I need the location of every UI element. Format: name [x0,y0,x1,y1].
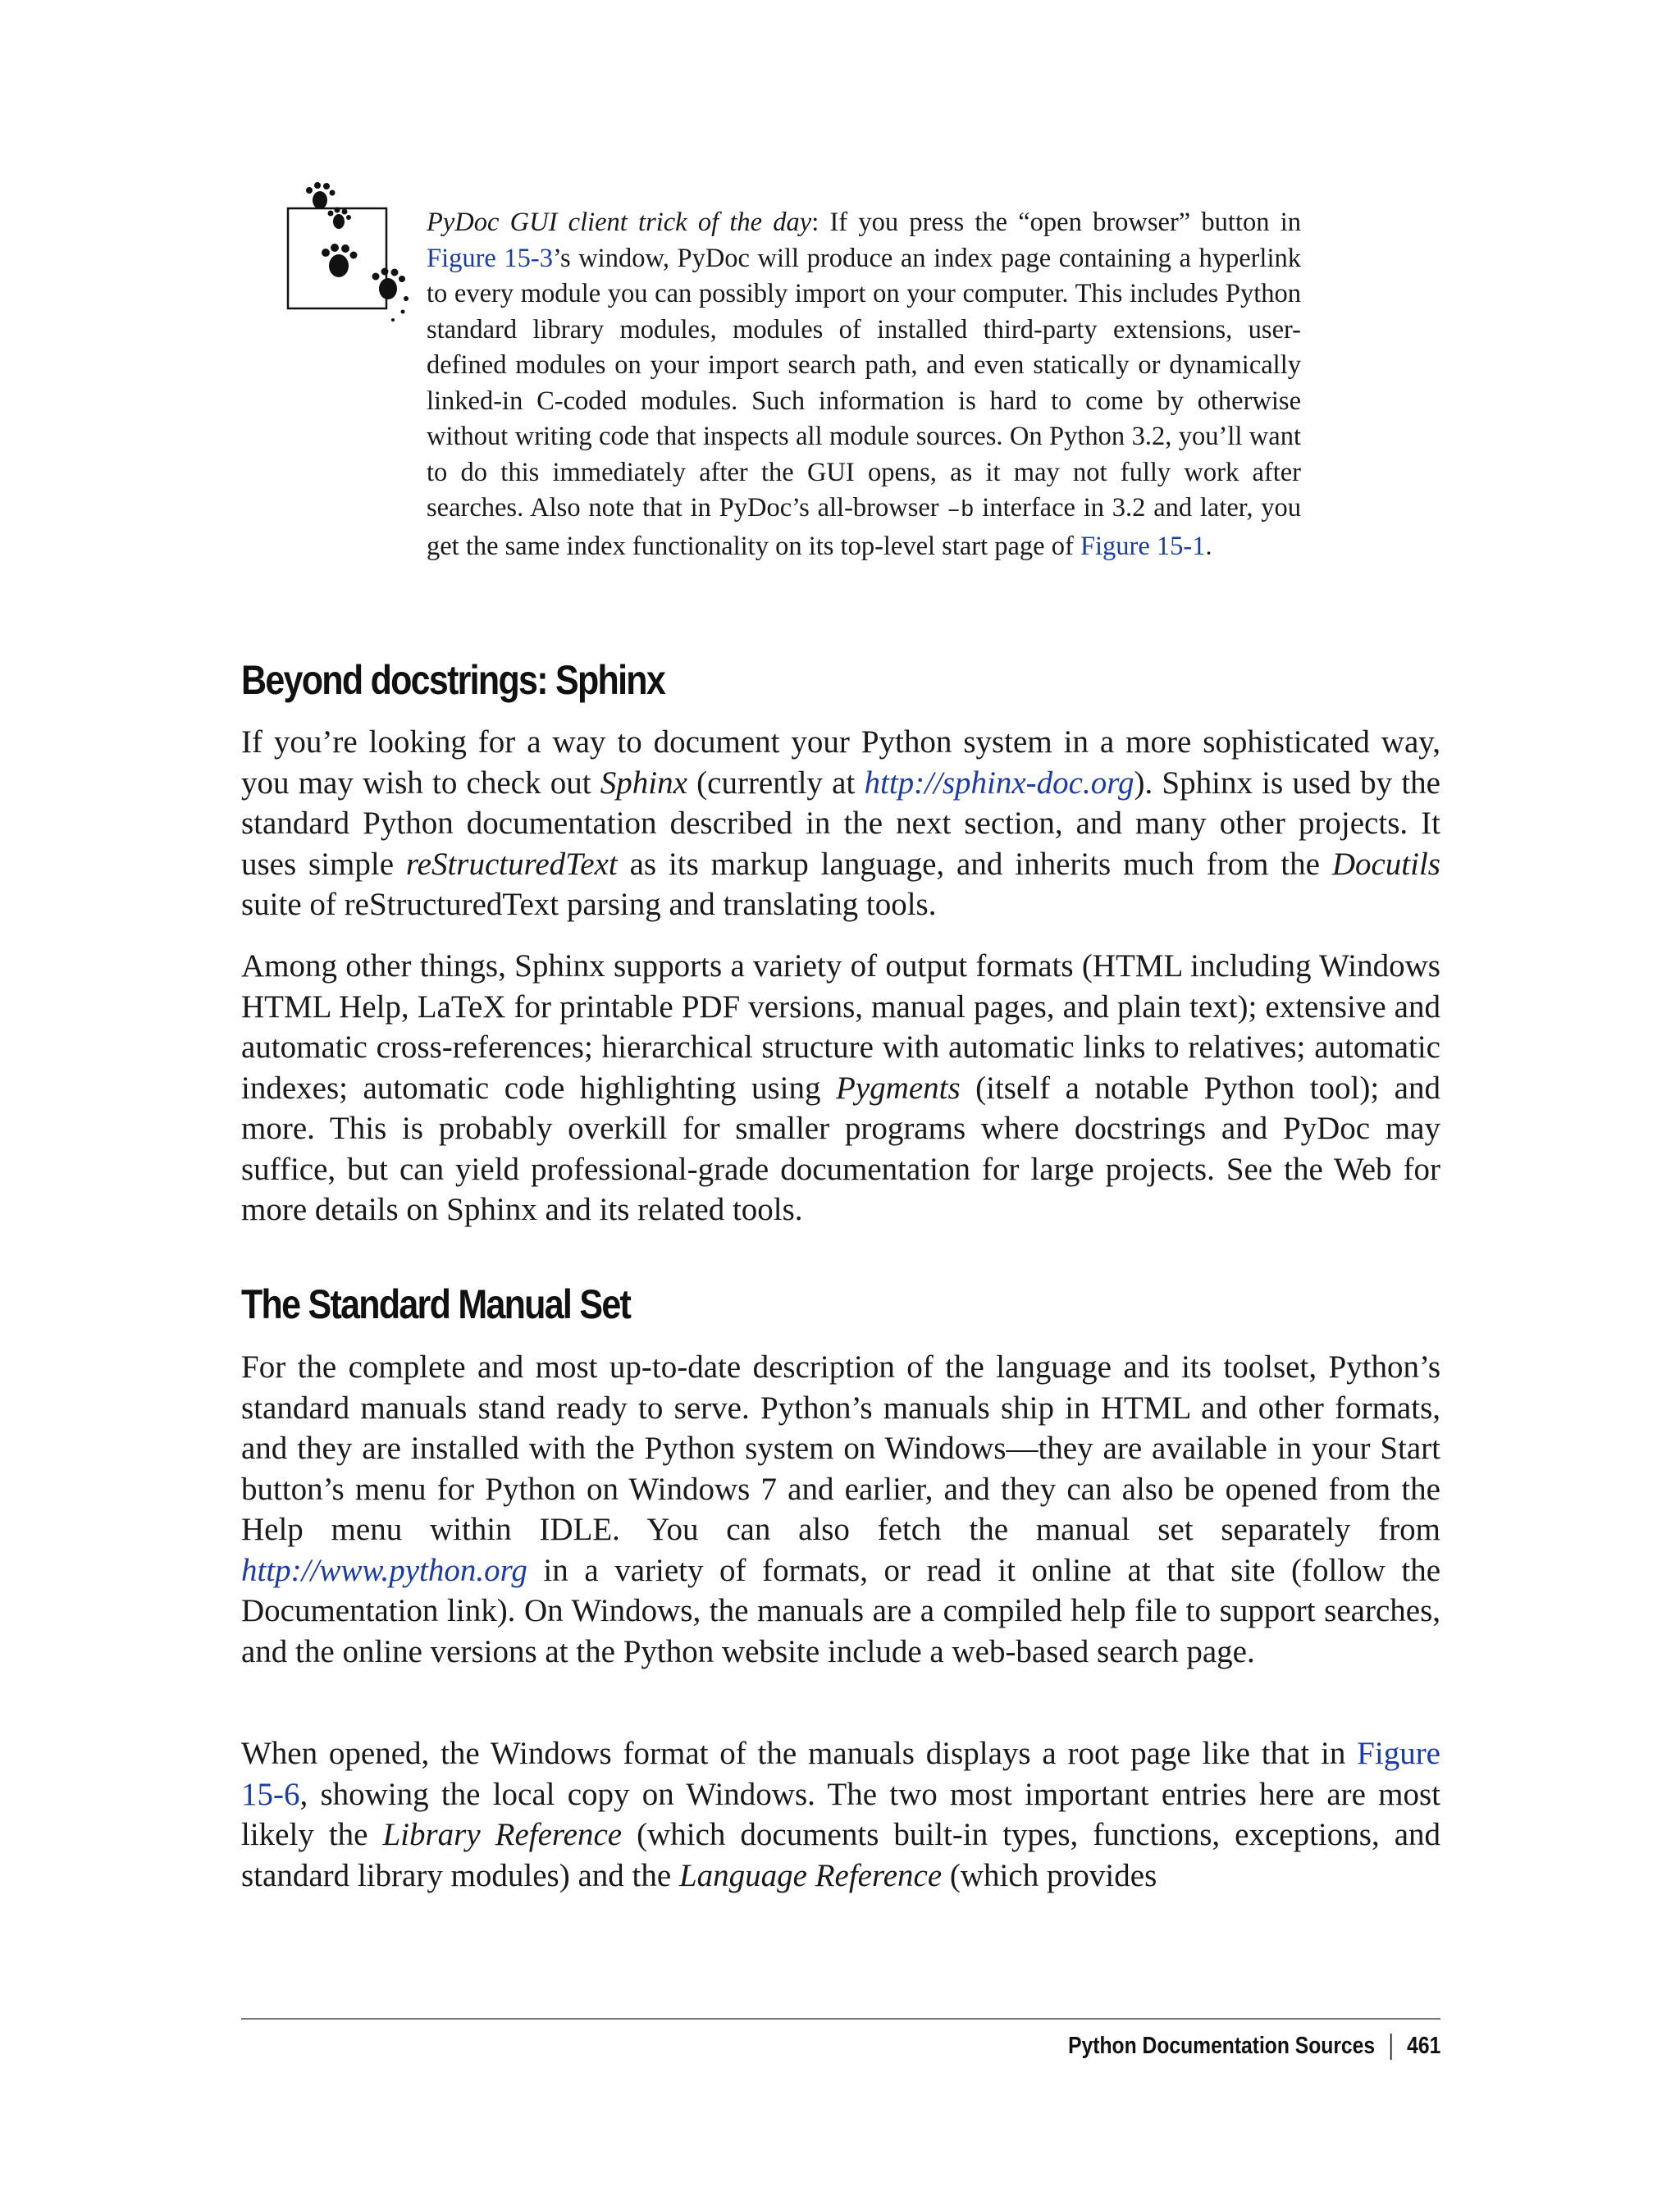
tip-note: PyDoc GUI client trick of the day: If you press the “open browser” button in Figure 15-3’s window, PyDoc will produce an index page containing a hyperlink to every module you can possibly import on your computer. This includes Python standard library modules, modules of installed third-party extensions, user-defined modules on your import search path, and even statically or dynamically linked-in C-coded modules. Such information is hard to come by otherwise without writing code that inspects all module sources. On Python 3.2, you’ll want to do this immediately after the GUI opens, as it may not fully work after searches. Also note that in PyDoc’s all-browser –b interface in 3.2 and later, you get the same index functionality on its top-level start page of Figure 15-1. [427,208,1301,561]
figure-15-1-link[interactable]: Figure 15-1 [1080,531,1206,561]
footer-separator [1390,2034,1391,2060]
figure-15-6-link[interactable]: Figure 15-6 [241,1736,1440,1812]
sphinx-heading: Beyond docstrings: Sphinx [241,657,665,703]
tip-lead: PyDoc GUI client trick of the day [427,208,812,237]
page-number: 461 [1406,2033,1440,2059]
sphinx-paragraph-1: If you’re looking for a way to document your Python system in a more sophisticated way, you may wish to check out Sphinx (currently at http://sphinx-doc.org). Sphinx is used by the standard Python documentation described in the next section, and many other projects. It uses simple reStructuredText as its markup language, and inherits much from the Docutils suite of reStructuredText parsing and translating tools. [241,724,1440,922]
sphinx-doc-link[interactable]: http://sphinx-doc.org [864,765,1134,801]
figure-15-3-link[interactable]: Figure 15-3 [427,243,553,273]
footer-section-title: Python Documentation Sources [1067,2033,1375,2059]
b-flag-code: –b [947,498,975,523]
python-org-link[interactable]: http://www.python.org [241,1552,527,1588]
sphinx-paragraph-2: Among other things, Sphinx supports a variety of output formats (HTML including Windows HTML Help, LaTeX for printable PDF versions, manual pages, and plain text); extensive and automatic cross-references; hierarchical structure with automatic links to relatives; automatic indexes; automatic code highlighting using Pygments (itself a notable Python tool); and more. This is probably overkill for smaller programs where docstrings and PyDoc may suffice, but can yield professional-grade documentation for large projects. See the Web for more details on Sphinx and its related tools. [241,948,1440,1227]
manual-heading: The Standard Manual Set [241,1281,631,1327]
page-footer [1068,2033,1440,2060]
footer-divider [241,2018,1440,2020]
manual-paragraph-1: For the complete and most up-to-date description of the language and its toolset, Python’s standard manuals stand ready to serve. Python’s manuals ship in HTML and other formats, and they are installed with the Python system on Windows—they are available in your Start button’s menu for Python on Windows 7 and earlier, and they can also be opened from the Help menu within IDLE. You can also fetch the manual set separately from http://www.python.org in a variety of formats, or read it online at that site (follow the Documentation link). On Windows, the manuals are a compiled help file to support searches, and the online versions at the Python website include a web-based search page. [241,1349,1440,1669]
tip-animal-tracks-icon [283,174,422,326]
manual-paragraph-2: When opened, the Windows format of the manuals displays a root page like that in Figure 15-6, showing the local copy on Windows. The two most important entries here are most likely the Library Reference (which documents built-in types, functions, exceptions, and standard library modules) and the Language Reference (which provides [241,1736,1440,1893]
